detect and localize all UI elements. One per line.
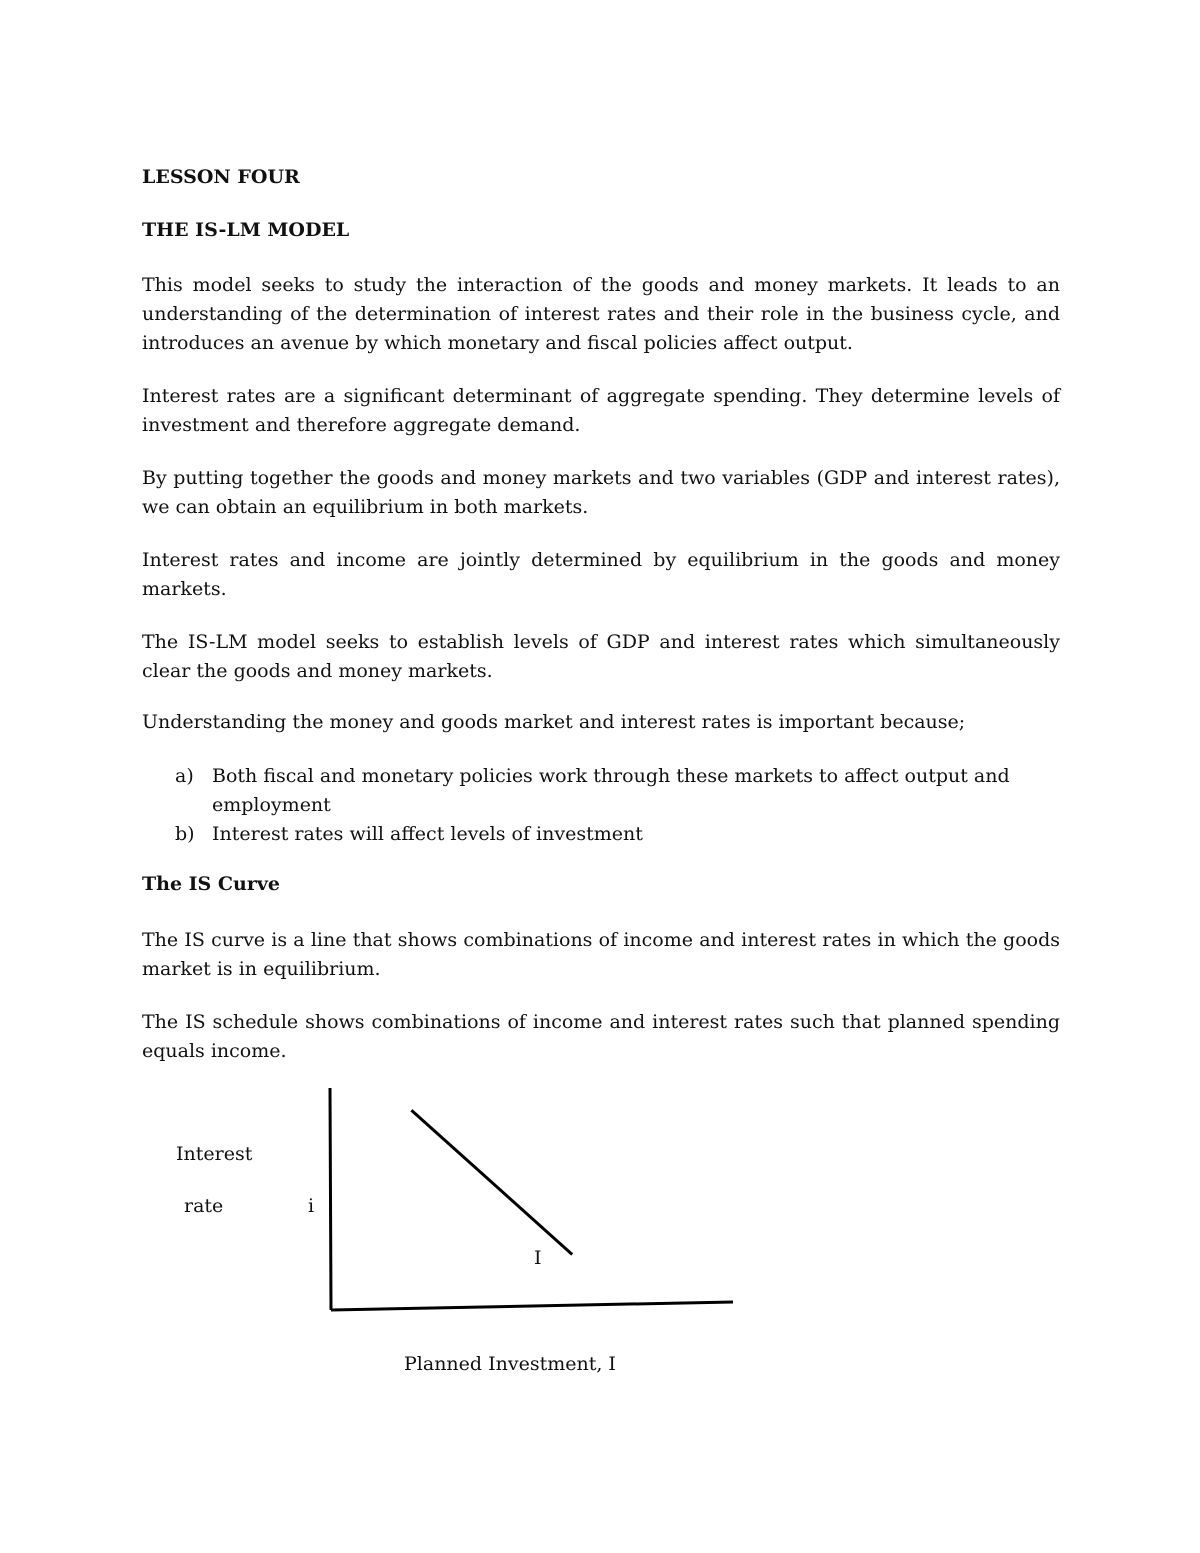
paragraph: The IS-LM model seeks to establish levels of GDP and interest rates which simultaneously clear the goods and money markets. <box>142 631 1060 682</box>
paragraph: By putting together the goods and money markets and two variables (GDP and interest rates), we can obtain an equilibrium in both markets. <box>142 467 1060 518</box>
list-marker: a) <box>175 765 194 787</box>
y-axis-symbol: i <box>308 1195 315 1217</box>
x-axis <box>331 1302 733 1310</box>
paragraph: The IS schedule shows combinations of income and interest rates such that planned spending equals income. <box>142 1011 1060 1062</box>
paragraph: Interest rates are a significant determinant of aggregate spending. They determine levels of investment and therefore aggregate demand. <box>142 385 1060 436</box>
list-marker: b) <box>175 823 195 845</box>
paragraph: Understanding the money and goods market and interest rates is important because; <box>142 711 966 733</box>
list-item <box>175 762 1060 820</box>
list-item-text: Both fiscal and monetary policies work through these markets to affect output and employment <box>212 765 1010 816</box>
y-axis-label-line2: rate <box>184 1195 224 1217</box>
list-item-text: Interest rates will affect levels of investment <box>212 823 643 845</box>
curve-label: I <box>534 1247 542 1269</box>
paragraph: The IS curve is a line that shows combinations of income and interest rates in which the goods market is in equilibrium. <box>142 929 1060 980</box>
x-axis-label: Planned Investment, I <box>404 1353 616 1375</box>
list-item <box>175 820 1060 849</box>
model-title: THE IS-LM MODEL <box>142 219 350 241</box>
lesson-title: LESSON FOUR <box>142 166 300 188</box>
y-axis <box>330 1088 331 1310</box>
series-line-i <box>411 1110 572 1254</box>
paragraph: Interest rates and income are jointly determined by equilibrium in the goods and money markets. <box>142 549 1060 600</box>
paragraph: This model seeks to study the interaction of the goods and money markets. It leads to an understanding of the determination of interest rates and their role in the business cycle, and introduces an avenue by which monetary and fiscal policies affect output. <box>142 274 1060 354</box>
y-axis-label-line1: Interest <box>176 1143 253 1165</box>
is-curve-heading: The IS Curve <box>142 873 280 895</box>
importance-list <box>175 762 1060 849</box>
